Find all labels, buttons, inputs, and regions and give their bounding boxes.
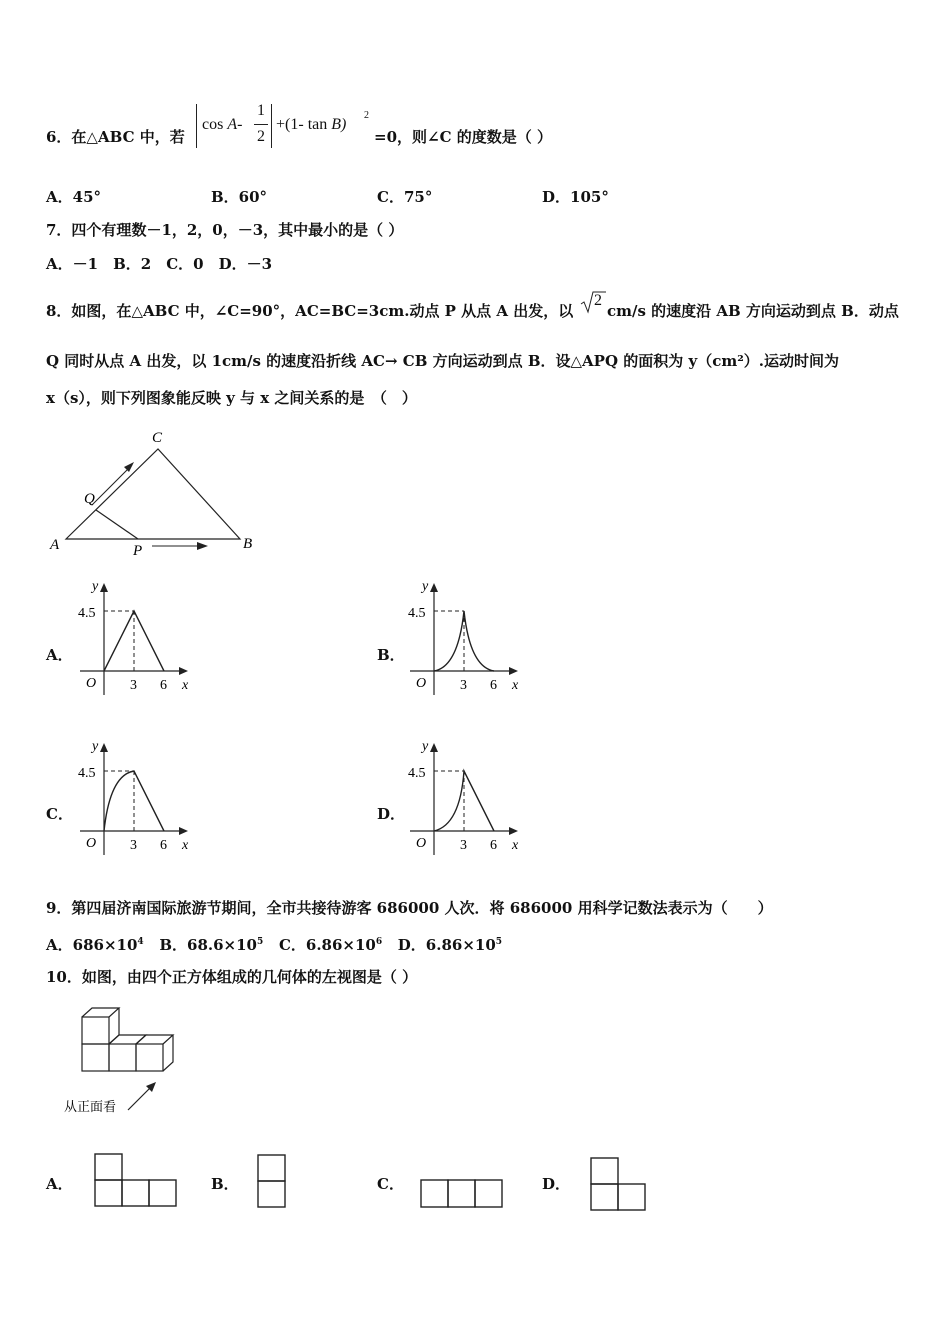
- graph-d[interactable]: [400, 735, 530, 860]
- q6-formula: [196, 102, 372, 152]
- q8-graph-option-d-label[interactable]: D．: [377, 805, 406, 823]
- graph-c[interactable]: [70, 735, 200, 860]
- y-axis-arrow-icon: [100, 583, 108, 592]
- q8-graph-option-b-label[interactable]: B．: [377, 646, 405, 664]
- q6-var-a: A: [227, 116, 238, 133]
- x-axis-arrow-icon: [509, 827, 518, 835]
- q8-graph-option-a-label[interactable]: A．: [46, 646, 73, 664]
- x-axis-arrow-icon: [509, 667, 518, 675]
- graph-a[interactable]: [70, 575, 200, 700]
- q9-options: [46, 932, 502, 955]
- q6-prefix: 6．在△ABC 中，若: [46, 128, 185, 146]
- q10-option-b-view[interactable]: [256, 1153, 288, 1211]
- q9-stem: 9．第四届济南国际旅游节期间，全市共接待游客 686000 人次．将 686000 用科学记数法表示为（ ）: [46, 899, 773, 917]
- arrow-q-head-icon: [124, 462, 134, 472]
- q6-plus: +: [276, 116, 286, 133]
- graph-x6-label: 6: [160, 838, 167, 853]
- q6-option-d[interactable]: D．105°: [542, 188, 609, 206]
- graph-x6-label: 6: [160, 678, 167, 693]
- graph-origin-label: O: [416, 836, 427, 851]
- graph-x3-label: 3: [130, 838, 137, 853]
- q10-view-caption: 从正面看: [64, 1099, 117, 1114]
- q6-cos: cos: [202, 116, 224, 133]
- q6-var-b: B): [331, 116, 347, 133]
- graph-y-label: y: [422, 739, 429, 754]
- q8-graph-option-c-label[interactable]: C．: [46, 805, 73, 823]
- arrow-p-head-icon: [197, 542, 208, 550]
- q9-option-a[interactable]: A．$686\times 10^4$: [46, 936, 144, 954]
- q8-sqrt: [580, 288, 606, 318]
- graph-origin-label: O: [86, 676, 97, 691]
- q10-option-a-view[interactable]: [93, 1152, 179, 1210]
- q6-stem: [46, 127, 185, 147]
- graph-x6-label: 6: [490, 678, 497, 693]
- sqrt-sign-icon: [580, 288, 606, 318]
- q8-line1-prefix: 8．如图，在△ABC 中，∠C=90°，AC=BC=3cm.动点 P 从点 A 出发，以: [46, 302, 574, 320]
- graph-x6-label: 6: [490, 838, 497, 853]
- q6-option-b[interactable]: B．60°: [211, 188, 268, 206]
- q9-option-b[interactable]: B．$68.6\times 10^5$: [159, 936, 264, 954]
- y-axis-arrow-icon: [430, 743, 438, 752]
- label-b: B: [243, 536, 253, 552]
- graph-ymax-label: 4.5: [78, 766, 96, 781]
- q8-line1-suffix: cm/s 的速度沿 AB 方向运动到点 B．动点: [607, 302, 899, 320]
- q9-option-d[interactable]: D．$6.86\times 10^5$: [397, 936, 503, 954]
- q10-option-c-view[interactable]: [419, 1178, 505, 1212]
- graph-x3-label: 3: [130, 678, 137, 693]
- graph-ymax-label: 4.5: [408, 606, 426, 621]
- q10-option-d-view[interactable]: [589, 1156, 649, 1214]
- q6-option-a[interactable]: A．45°: [46, 188, 102, 206]
- graph-x-label: x: [512, 838, 519, 853]
- q7-options[interactable]: A．－1 B．2 C．0 D．－3: [46, 255, 273, 273]
- q6-frac-num: 1: [257, 102, 265, 119]
- q6-paren: (1-: [285, 116, 304, 133]
- q10-option-a-label[interactable]: A．: [46, 1175, 73, 1193]
- q10-option-d-label[interactable]: D．: [542, 1175, 571, 1193]
- graph-x-label: x: [512, 678, 519, 693]
- graph-x-label: x: [182, 838, 189, 853]
- graph-y-label: y: [92, 739, 99, 754]
- q8-triangle-figure: [40, 425, 270, 560]
- label-c: C: [152, 430, 163, 446]
- q10-option-c-label[interactable]: C．: [377, 1175, 404, 1193]
- q6-tan: tan: [307, 116, 328, 133]
- q8-line2: Q 同时从点 A 出发，以 1cm/s 的速度沿折线 AC→ CB 方向运动到点 B．设△APQ 的面积为 y（cm²）.运动时间为: [46, 352, 839, 370]
- x-axis-arrow-icon: [179, 667, 188, 675]
- q6-option-c[interactable]: C．75°: [377, 188, 433, 206]
- graph-ymax-label: 4.5: [78, 606, 96, 621]
- q7-stem: 7．四个有理数－1，2，0，－3，其中最小的是（ ）: [46, 221, 404, 239]
- graph-origin-label: O: [86, 836, 97, 851]
- q8-sqrt-value: 2: [594, 292, 602, 309]
- q6-suffix: =0，则∠C 的度数是（ ）: [374, 128, 552, 146]
- label-a: A: [50, 537, 60, 553]
- y-axis-arrow-icon: [100, 743, 108, 752]
- graph-x3-label: 3: [460, 678, 467, 693]
- q9-option-c[interactable]: C．$6.86\times 10^6$: [278, 936, 383, 954]
- label-p: P: [133, 543, 143, 559]
- graph-x3-label: 3: [460, 838, 467, 853]
- graph-y-label: y: [92, 579, 99, 594]
- label-q: Q: [84, 491, 95, 507]
- q10-stem: 10．如图，由四个正方体组成的几何体的左视图是（ ）: [46, 968, 418, 986]
- q6-frac-den: 2: [257, 128, 265, 145]
- graph-y-label: y: [422, 579, 429, 594]
- q8-line3: x（s），则下列图象能反映 y 与 x 之间关系的是 （ ）: [46, 389, 417, 407]
- graph-origin-label: O: [416, 676, 427, 691]
- q6-exponent: 2: [364, 110, 369, 121]
- graph-b[interactable]: [400, 575, 530, 700]
- q8-line1: [46, 301, 573, 321]
- q6-minus: -: [237, 116, 243, 133]
- x-axis-arrow-icon: [179, 827, 188, 835]
- segment-pq: [96, 510, 138, 539]
- graph-x-label: x: [182, 678, 189, 693]
- q10-cubes-figure: [60, 1000, 200, 1120]
- y-axis-arrow-icon: [430, 583, 438, 592]
- arrow-q-shaft: [92, 465, 132, 505]
- q10-option-b-label[interactable]: B．: [211, 1175, 239, 1193]
- graph-ymax-label: 4.5: [408, 766, 426, 781]
